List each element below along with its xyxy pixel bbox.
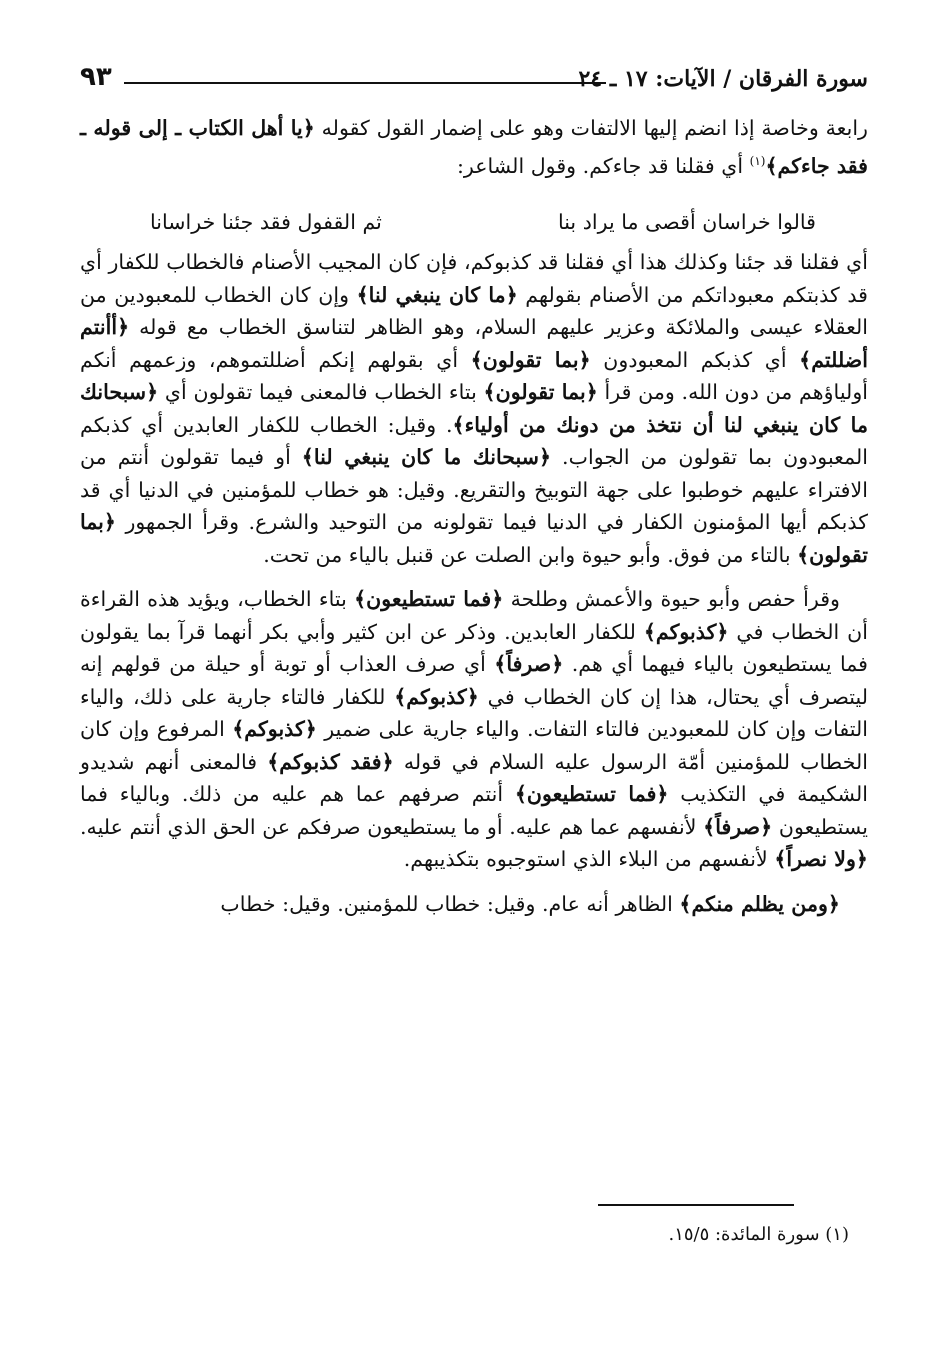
- quran-quote: ﴿سبحانك ما كان ينبغي لنا﴾: [301, 445, 552, 470]
- text-run: وقرأ حفص وأبو حيوة والأعمش وطلحة: [503, 587, 840, 612]
- text-run: أنتم صرفهم عما هم عليه من ذلك. وبالياء فما يستطيعون: [80, 782, 868, 839]
- text-run: أي فقلنا قد جاءكم. وقول الشاعر:: [456, 153, 750, 178]
- quran-quote: ﴿ما كان ينبغي لنا﴾: [356, 282, 518, 307]
- text-run: بتاء الخطاب فالمعنى فيما تقولون أي: [158, 380, 484, 405]
- header-rule: [124, 82, 606, 84]
- quran-quote: ﴿كذبوكم﴾: [643, 619, 729, 644]
- quran-quote: ﴿صرفاً﴾: [703, 814, 773, 839]
- quran-quote: ﴿كذبوكم﴾: [232, 717, 317, 742]
- quran-quote: ﴿كذبوكم﴾: [394, 684, 479, 709]
- quran-quote: ﴿ولا نصراً﴾: [774, 847, 868, 872]
- paragraph-3: [80, 583, 868, 876]
- poetry-verse: [150, 206, 816, 239]
- text-run: أي صرف العذاب أو توبة أو حيلة من قولهم إنه ليتصرف أي يحتال، هذا إن كان الخطاب في: [80, 652, 869, 709]
- quran-quote: ﴿فما تستطيعون﴾: [514, 782, 669, 807]
- main-text: [80, 112, 868, 920]
- text-run: المرفوع وإن كان الخطاب للمؤمنين أمّة الرسول عليه السلام في قوله: [80, 717, 868, 774]
- quran-quote: ﴿ومن يظلم منكم﴾: [679, 891, 840, 916]
- text-run: بتاء الخطاب، ويؤيد هذه القراءة أن الخطاب في: [80, 587, 868, 644]
- paragraph-2: [80, 246, 868, 571]
- text-run: فالمعنى أنهم شديدو الشكيمة في التكذيب: [80, 749, 868, 807]
- quran-quote: ﴿بما تقولون﴾: [80, 510, 868, 567]
- quran-quote: ﴿بما تقولون﴾: [483, 380, 598, 405]
- text-run: . وقيل: الخطاب للكفار العابدين أي كذبكم المعبودون بما تقولون من الجواب.: [80, 412, 868, 470]
- verse-hemistich-1: قالوا خراسان أقصى ما يراد بنا: [557, 209, 816, 234]
- running-title: سورة الفرقان / الآيات: ١٧ ـ ٢٤: [578, 66, 868, 92]
- text-run: للكفار العابدين. وذكر عن ابن كثير وأبي بكر أنهما قرآ بما يقولون فما يستطيعون بالياء فيهما أي هم.: [80, 619, 868, 677]
- text-run: أي كذبكم المعبودون: [590, 347, 800, 372]
- text-run: بالتاء من فوق. وأبو حيوة وابن الصلت عن قنبل بالياء من تحت.: [263, 542, 798, 567]
- paragraph-4: [80, 888, 868, 921]
- footnote-rule: [598, 1204, 794, 1206]
- text-run: أي بقولهم إنكم أضللتموهم، وزعمهم أنكم أولياؤهم من دون الله. ومن قرأ: [80, 347, 868, 405]
- quran-quote: ﴿سبحانك ما كان ينبغي لنا أن نتخذ من دونك من أولياء﴾: [80, 380, 868, 437]
- text-run: للكفار فالتاء جارية على ذلك، والياء التفات وإن كان للمعبودين فالتاء التفات. والياء جارية على ضمير: [80, 684, 868, 742]
- page-header: [80, 62, 868, 102]
- text-run: لأنفسهم من البلاء الذي استوجبوه بتكذيبهم.: [403, 847, 775, 872]
- text-run: الظاهر أنه عام. وقيل: خطاب للمؤمنين. وقيل: خطاب: [220, 891, 680, 916]
- text-run: وإن كان الخطاب للمعبودين من العقلاء عيسى والملائكة وعزير عليهم السلام، وهو الظاهر لتناسق الخطاب مع قوله: [80, 282, 868, 340]
- text-run: أو فيما تقولون أنتم من الافتراء عليهم خوطبوا على جهة التوبيخ والتقريع. وقيل: هو خطاب للمؤمنين في الدنيا أي قد كذبكم أيها المؤمنون الكفار في الدنيا فيما تقولونه من التوحيد والشرع. وقرأ الجمهور: [80, 445, 868, 535]
- footnote-ref: (١): [749, 153, 766, 168]
- text-run: أي فقلنا قد جئنا وكذلك هذا أي فقلنا قد كذبوكم، فإن كان المجيب الأصنام فالخطاب للكفار أي قد كذبتكم معبوداتكم من الأصنام بقولهم: [80, 250, 868, 307]
- footnote: (١) سورة المائدة: ١٥/٥.: [668, 1224, 849, 1245]
- paragraph-1: [80, 112, 868, 182]
- quran-quote: ﴿أأنتم أضللتم﴾: [80, 315, 868, 372]
- page-number: ٩٣: [80, 62, 112, 92]
- quran-quote: ﴿فقد كذبوكم﴾: [267, 749, 394, 774]
- verse-hemistich-2: ثم القفول فقد جئنا خراسانا: [150, 209, 382, 234]
- text-run: رابعة وخاصة إذا انضم إليها الالتفات وهو على إضمار القول كقوله: [314, 116, 868, 140]
- quran-quote: ﴿بما تقولون﴾: [470, 347, 591, 372]
- quran-quote: ﴿فما تستطيعون﴾: [354, 587, 504, 612]
- text-run: لأنفسهم عما هم عليه. أو ما يستطيعون صرفكم عن الحق الذي أنتم عليه.: [80, 814, 704, 839]
- quran-quote: ﴿صرفاً﴾: [494, 652, 564, 677]
- quran-quote: ﴿يا أهل الكتاب ـ إلى قوله ـ فقد جاءكم﴾: [80, 116, 868, 178]
